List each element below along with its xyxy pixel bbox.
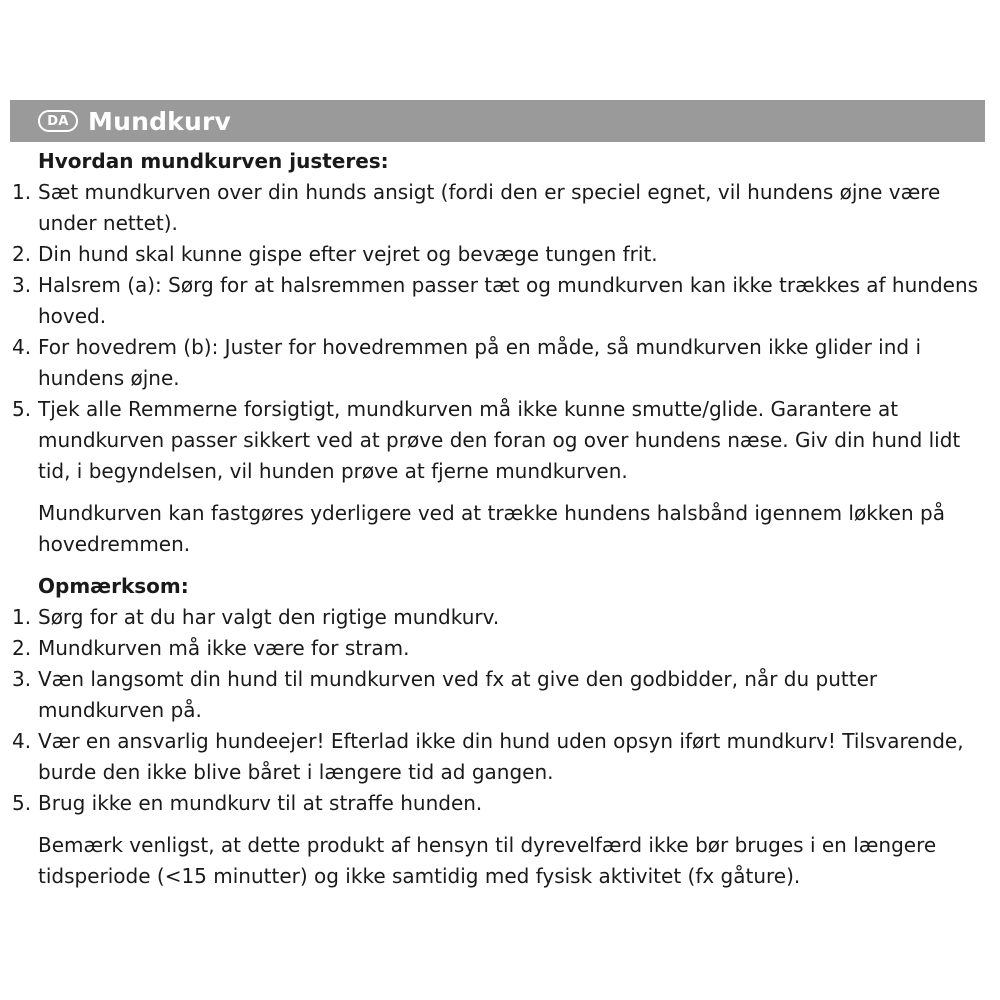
list-number: 3. [12,273,32,297]
list-item [12,332,982,394]
list-item [12,664,982,726]
list-item-text: For hovedrem (b): Juster for hovedremmen på en måde, så mundkurven ikke glider ind i hundens øjne. [38,335,921,390]
list-number: 5. [12,791,32,815]
list-item [12,239,982,270]
list-item [12,270,982,332]
list-item-text: Din hund skal kunne gispe efter vejret og bevæge tungen frit. [38,242,658,266]
fastening-note: Mundkurven kan fastgøres yderligere ved at trække hundens halsbånd igennem løkken på hovedremmen. [38,501,945,556]
list-item-text: Væn langsomt din hund til mundkurven ved fx at give den godbidder, når du putter mundkurven på. [38,667,878,722]
list-item [12,177,982,239]
adjust-steps-list [12,177,982,487]
list-item [12,602,982,633]
page-title: Mundkurv [88,106,232,136]
list-item [12,633,982,664]
language-badge: DA [38,110,78,132]
adjust-heading: Hvordan mundkurven justeres: [38,149,389,173]
list-item [12,788,982,819]
welfare-note: Bemærk venligst, at dette produkt af hensyn til dyrevelfærd ikke bør bruges i en længere tidsperiode (<15 minutter) og ikke samtidig med fysisk aktivitet (fx gåture). [38,833,937,888]
list-item-text: Tjek alle Remmerne forsigtigt, mundkurven må ikke kunne smutte/glide. Garantere at mundkurven passer sikkert ved at prøve den foran og over hundens næse. Giv din hund lidt tid, i begyndelsen, vil hunden prøve at fjerne mundkurven. [38,397,961,483]
list-number: 1. [12,605,32,629]
list-item [12,726,982,788]
list-item-text: Mundkurven må ikke være for stram. [38,636,410,660]
attention-list [12,602,982,819]
list-number: 2. [12,636,32,660]
list-number: 1. [12,180,32,204]
list-number: 3. [12,667,32,691]
list-item [12,394,982,487]
list-number: 4. [12,729,32,753]
list-item-text: Sørg for at du har valgt den rigtige mundkurv. [38,605,500,629]
list-number: 5. [12,397,32,421]
list-item-text: Brug ikke en mundkurv til at straffe hunden. [38,791,483,815]
list-item-text: Sæt mundkurven over din hunds ansigt (fordi den er speciel egnet, vil hundens øjne være under nettet). [38,180,941,235]
list-number: 4. [12,335,32,359]
section-header-bar [10,100,985,142]
list-item-text: Vær en ansvarlig hundeejer! Efterlad ikke din hund uden opsyn iført mundkurv! Tilsvarende, burde den ikke blive båret i længere tid ad gangen. [38,729,964,784]
list-item-text: Halsrem (a): Sørg for at halsremmen passer tæt og mundkurven kan ikke trækkes af hundens hoved. [38,273,979,328]
attention-heading: Opmærksom: [38,574,189,598]
document-body [12,146,982,892]
list-number: 2. [12,242,32,266]
